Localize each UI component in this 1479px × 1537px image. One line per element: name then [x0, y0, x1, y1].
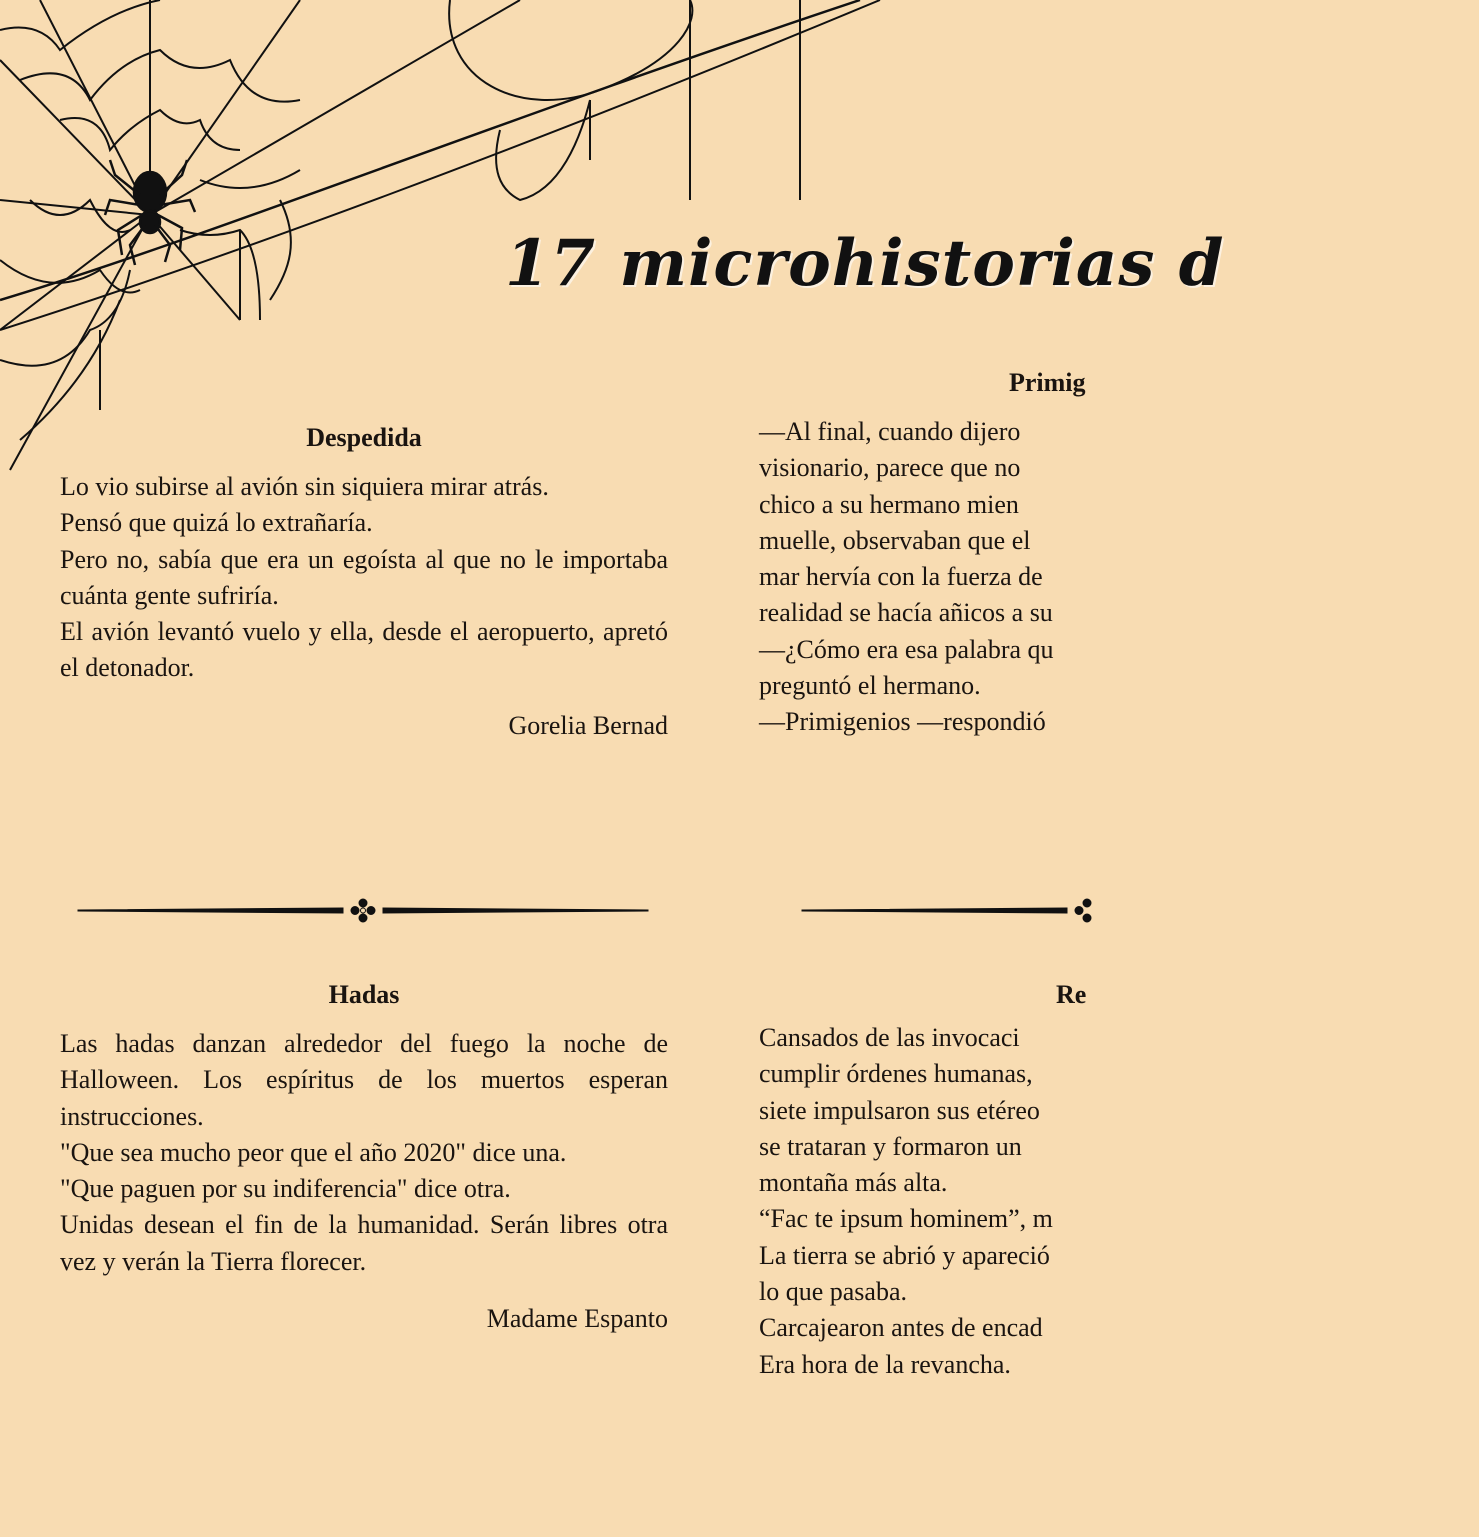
story-paragraph: preguntó el hermano. [759, 671, 981, 701]
story-paragraph: cumplir órdenes humanas, [759, 1059, 1033, 1089]
story-paragraph: “Fac te ipsum hominem”, m [759, 1204, 1053, 1234]
ornamental-divider [78, 896, 648, 926]
story-paragraph: montaña más alta. [759, 1168, 948, 1198]
story-paragraph: lo que pasaba. [759, 1277, 908, 1307]
story-title: Hadas [328, 980, 400, 1009]
story-paragraph: "Que sea mucho peor que el año 2020" dice una. [60, 1137, 567, 1167]
story-paragraph: —Al final, cuando dijero [759, 417, 1021, 446]
story-paragraph: —¿Cómo era esa palabra qu [759, 634, 1054, 664]
story-hadas [60, 980, 668, 1334]
story-author: Madame Espanto [486, 1304, 668, 1334]
story-body [60, 469, 668, 687]
story-paragraph: Lo vio subirse al avión sin siquiera mirar atrás. [60, 472, 549, 501]
story-paragraph: Era hora de la revancha. [759, 1349, 1011, 1379]
story-revancha [759, 980, 1367, 1383]
story-paragraph: mar hervía con la fuerza de [759, 562, 1043, 592]
story-paragraph: Las hadas danzan alrededor del fuego la noche de Halloween. Los espíritus de los muertos esperan instrucciones. [60, 1029, 668, 1131]
story-paragraph: "Que paguen por su indiferencia" dice otra. [60, 1174, 511, 1204]
story-title: Primig [1009, 368, 1086, 397]
story-paragraph: realidad se hacía añicos a su [759, 598, 1053, 628]
ornamental-divider [802, 896, 1090, 926]
story-paragraph: se trataran y formaron un [759, 1131, 1022, 1161]
story-despedida [60, 423, 668, 741]
story-paragraph: visionario, parece que no [759, 453, 1021, 483]
story-paragraph: La tierra se abrió y apareció [759, 1240, 1050, 1270]
story-title: Despedida [306, 423, 422, 452]
story-paragraph: Unidas desean el fin de la humanidad. Serán libres otra vez y verán la Tierra florecer. [60, 1210, 668, 1276]
story-paragraph: —Primigenios —respondió [759, 707, 1046, 737]
story-body [759, 1020, 1479, 1383]
story-title: Re [1056, 980, 1087, 1009]
story-paragraph: Cansados de las invocaci [759, 1023, 1020, 1052]
story-paragraph: Carcajearon antes de encad [759, 1313, 1043, 1343]
story-paragraph: siete impulsaron sus etéreo [759, 1095, 1040, 1125]
page-title: 17 microhistorias d [505, 226, 1225, 301]
story-paragraph: El avión levantó vuelo y ella, desde el aeropuerto, apretó el detonador. [60, 617, 668, 683]
story-paragraph: muelle, observaban que el [759, 525, 1031, 555]
story-primigenios [759, 368, 1367, 741]
story-body [60, 1026, 668, 1280]
story-paragraph: Pensó que quizá lo extrañaría. [60, 508, 373, 538]
story-paragraph: chico a su hermano mien [759, 489, 1019, 519]
story-author: Gorelia Bernad [508, 710, 668, 740]
story-paragraph: Pero no, sabía que era un egoísta al que no le importaba cuánta gente sufriría. [60, 544, 668, 610]
story-body [759, 414, 1479, 741]
